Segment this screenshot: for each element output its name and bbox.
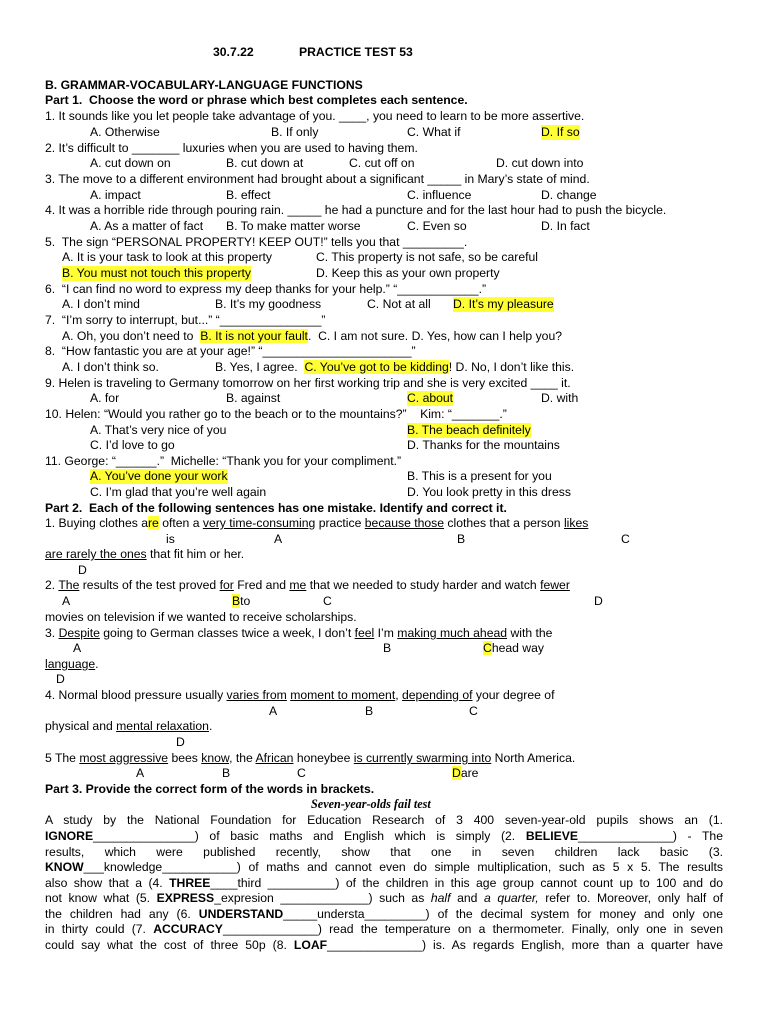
s5-text: 5 The xyxy=(45,751,80,765)
q8-option-c-highlighted: C. You’ve got to be kidding xyxy=(304,360,449,374)
q3-option-b: B. effect xyxy=(226,188,271,202)
s4-text: physical and xyxy=(45,719,117,733)
q5-option-b-highlighted: B. You must not touch this property xyxy=(62,266,252,280)
q8-line xyxy=(215,360,574,375)
s2-underline-a: The xyxy=(58,578,80,592)
q10-option-a: A. That’s very nice of you xyxy=(90,423,227,437)
s2-correction-note: to xyxy=(240,594,251,608)
passage-text: _______________) of basic maths and English which is simply (2. xyxy=(93,829,526,843)
s1-label-b: B xyxy=(457,532,466,546)
s3-label-d: D xyxy=(56,672,65,686)
q8-stem: 8. “How fantastic you are at your age!” “______________________” xyxy=(45,344,416,358)
s1-underline-a: very time-consuming xyxy=(202,516,316,530)
passage-text: not know what (5. xyxy=(45,891,157,905)
q9-option-d: D. with xyxy=(541,391,579,405)
p2-sentence-3 xyxy=(45,626,552,641)
s2-text: 2. xyxy=(45,578,59,592)
q10-option-b-highlighted: B. The beach definitely xyxy=(407,423,531,437)
p2-sentence-1-line2 xyxy=(45,547,244,562)
q7-option-b-highlighted: B. It is not your fault xyxy=(200,329,308,343)
s3-text: . xyxy=(95,657,99,671)
s3-underline-d: language xyxy=(45,657,96,671)
q11-stem: 11. George: “______.” Michelle: “Thank you for your compliment.” xyxy=(45,454,402,468)
passage-italic: a quarter, xyxy=(483,891,539,905)
passage-text: ___knowledge___________) of maths and cannot even do simple multiplication, such as 5 x 5. The results xyxy=(83,860,723,874)
s5-label-c: C xyxy=(297,766,306,780)
q1-option-b: B. If only xyxy=(271,125,319,139)
s1-label-d: D xyxy=(78,563,87,577)
s4-underline-d: mental relaxation xyxy=(116,719,209,733)
q9-option-a: A. for xyxy=(90,391,120,405)
s4-label-c: C xyxy=(469,704,478,718)
s3-text: with the xyxy=(507,626,553,640)
q7-option-a: A. Oh, you don’t need to xyxy=(62,329,194,343)
s1-text: practice xyxy=(315,516,365,530)
q9-option-b: B. against xyxy=(226,391,281,405)
s5-label-d-highlighted: D xyxy=(452,766,461,780)
s3-label-b: B xyxy=(383,641,392,655)
p2-sentence-2 xyxy=(45,578,570,593)
passage-italic: half xyxy=(430,891,451,905)
s4-text: , xyxy=(395,688,402,702)
q7-line xyxy=(62,329,562,344)
s5-underline-c: African xyxy=(255,751,294,765)
passage-text: ______________) - The xyxy=(577,829,723,843)
q4-option-c: C. Even so xyxy=(407,219,467,233)
s3-label-a: A xyxy=(73,641,82,655)
q8-option-a: A. I don’t think so. xyxy=(62,360,159,374)
s5-label-a: A xyxy=(136,766,145,780)
passage-text: the children had any (6. xyxy=(45,907,199,921)
word-understand: UNDERSTAND xyxy=(198,907,284,921)
s3-underline-b: feel xyxy=(354,626,375,640)
s3-underline-c: making much ahead xyxy=(397,626,508,640)
q3-stem: 3. The move to a different environment had brought about a significant _____ in Mary’s state of mind. xyxy=(45,172,590,186)
q5-option-a: A. It is your task to look at this property xyxy=(62,250,272,264)
s2-label-b-group xyxy=(232,594,250,609)
s3-text: I’m xyxy=(374,626,398,640)
q8-option-b: B. Yes, I agree. xyxy=(215,360,298,374)
q6-option-d-highlighted: D. It’s my pleasure xyxy=(453,297,554,311)
passage-text: ____third __________) of the children in this age group cannot count up to 100 and do xyxy=(210,876,723,890)
passage-text: and xyxy=(450,891,484,905)
q9-stem: 9. Helen is traveling to Germany tomorrow on her first working trip and she is very excited ____ it. xyxy=(45,376,571,390)
q4-option-b: B. To make matter worse xyxy=(226,219,361,233)
s3-underline-a: Despite xyxy=(58,626,100,640)
q10-option-c: C. I’d love to go xyxy=(90,438,175,452)
s1-label-c: C xyxy=(621,532,630,546)
p2-sentence-2-line2: movies on television if we wanted to receive scholarships. xyxy=(45,610,357,624)
test-title: PRACTICE TEST 53 xyxy=(299,45,413,59)
s4-underline-c: depending of xyxy=(402,688,473,702)
passage-text: _____understa_________) of the decimal system for money and only one xyxy=(283,907,724,921)
s4-label-a: A xyxy=(269,704,278,718)
s1-text: 1. Buying clothes a xyxy=(45,516,148,530)
s5-text: North America. xyxy=(491,751,576,765)
q2-option-a: A. cut down on xyxy=(90,156,171,170)
s2-label-d: D xyxy=(594,594,603,608)
passage-text: ______________) read the temperature on a thermometer. Finally, only one in seven xyxy=(222,922,723,936)
q2-option-c: C. cut off on xyxy=(349,156,415,170)
passage-line-7 xyxy=(45,907,723,922)
q11-option-a-highlighted: A. You’ve done your work xyxy=(90,469,228,483)
passage-text: also show that a (4. xyxy=(45,876,170,890)
q6-option-a: A. I don’t mind xyxy=(62,297,140,311)
q7-stem: 7. “I’m sorry to interrupt, but...” “_______________” xyxy=(45,313,326,327)
word-three: THREE xyxy=(169,876,211,890)
s1-label-a: A xyxy=(274,532,283,546)
passage-line-3: results, which were published recently, show that one in seven children lack basic (3. xyxy=(45,845,723,859)
word-loaf: LOAF xyxy=(293,938,328,952)
passage-text: in thirty could (7. xyxy=(45,922,154,936)
p2-sentence-4-line2 xyxy=(45,719,212,734)
s2-underline-d: fewer xyxy=(540,578,570,592)
s4-label-d: D xyxy=(176,735,185,749)
q6-option-b: B. It’s my goodness xyxy=(215,297,322,311)
q6-stem: 6. “I can find no word to express my deep thanks for your help.” “____________.” xyxy=(45,282,487,296)
q8-option-d: ! D. No, I don’t like this. xyxy=(448,360,575,374)
q11-option-c: C. I’m glad that you’re well again xyxy=(90,485,267,499)
s4-text: 4. Normal blood pressure usually xyxy=(45,688,227,702)
s3-label-c-highlighted: C xyxy=(483,641,492,655)
passage-text: _expresion _____________) such as xyxy=(214,891,431,905)
q6-option-c: C. Not at all xyxy=(367,297,431,311)
word-accuracy: ACCURACY xyxy=(153,922,223,936)
word-express: EXPRESS xyxy=(156,891,215,905)
q3-option-a: A. impact xyxy=(90,188,141,202)
passage-line-1: A study by the National Foundation for Education Research of 3 400 seven-year-old pupils shows an (1. xyxy=(45,813,723,827)
s5-underline-a: most aggressive xyxy=(79,751,169,765)
passage-line-8 xyxy=(45,922,723,937)
s5-label-d-group xyxy=(452,766,478,781)
q4-option-a: A. As a matter of fact xyxy=(90,219,204,233)
s2-underline-b: for xyxy=(219,578,234,592)
q1-stem: 1. It sounds like you let people take advantage of you. ____, you need to learn to be more assertive. xyxy=(45,109,585,123)
q5-option-c: C. This property is not safe, so be careful xyxy=(316,250,538,264)
s3-correction-note: head way xyxy=(491,641,544,655)
passage-title: Seven-year-olds fail test xyxy=(311,797,431,811)
s5-text: bees xyxy=(168,751,202,765)
p2-sentence-4 xyxy=(45,688,554,703)
passage-line-5 xyxy=(45,876,723,891)
s3-text: 3. xyxy=(45,626,59,640)
s4-text: your degree of xyxy=(472,688,555,702)
part2-heading: Part 2. Each of the following sentences has one mistake. Identify and correct it. xyxy=(45,501,507,515)
q11-option-d: D. You look pretty in this dress xyxy=(407,485,571,499)
passage-line-4 xyxy=(45,860,723,875)
q10-option-d: D. Thanks for the mountains xyxy=(407,438,560,452)
s2-text: results of the test proved xyxy=(79,578,220,592)
q2-option-b: B. cut down at xyxy=(226,156,304,170)
passage-line-2 xyxy=(45,829,723,844)
q5-option-d: D. Keep this as your own property xyxy=(316,266,500,280)
passage-text: could say what the cost of three 50p (8. xyxy=(45,938,294,952)
q4-option-d: D. In fact xyxy=(541,219,590,233)
s4-underline-b: moment to moment xyxy=(290,688,396,702)
s1-underline-d: are rarely the ones xyxy=(45,547,147,561)
passage-text: refer to. Moreover, only half of xyxy=(538,891,723,905)
s3-text: going to German classes twice a week, I don’t xyxy=(99,626,355,640)
s4-label-b: B xyxy=(365,704,374,718)
part1-heading: Part 1. Choose the word or phrase which best completes each sentence. xyxy=(45,93,468,107)
word-know: KNOW xyxy=(45,860,84,874)
q11-option-b: B. This is a present for you xyxy=(407,469,552,483)
s5-underline-d: is currently swarming into xyxy=(353,751,492,765)
q2-option-d: D. cut down into xyxy=(496,156,584,170)
q5-stem: 5. The sign “PERSONAL PROPERTY! KEEP OUT!” tells you that _________. xyxy=(45,235,468,249)
p2-sentence-1 xyxy=(45,516,588,531)
passage-line-6 xyxy=(45,891,723,906)
s4-text: . xyxy=(208,719,213,733)
q4-stem: 4. It was a horrible ride through pouring rain. _____ he had a puncture and for the last hour had to push the bicycle. xyxy=(45,203,667,217)
s1-correction-note: is xyxy=(166,532,175,546)
q10-stem: 10. Helen: “Would you rather go to the beach or to the mountains?” Kim: “_______.” xyxy=(45,407,507,421)
p2-sentence-5 xyxy=(45,751,575,766)
s2-text: Fred and xyxy=(233,578,290,592)
q3-option-d: D. change xyxy=(541,188,597,202)
q3-option-c: C. influence xyxy=(407,188,472,202)
q2-stem: 2. It’s difficult to _______ luxuries when you are used to having them. xyxy=(45,141,418,155)
s5-underline-b: know xyxy=(201,751,230,765)
section-title: B. GRAMMAR-VOCABULARY-LANGUAGE FUNCTIONS xyxy=(45,78,363,92)
s1-underline-b: because those xyxy=(364,516,445,530)
q1-option-a: A. Otherwise xyxy=(90,125,160,139)
test-date: 30.7.22 xyxy=(213,45,254,59)
s5-text: honeybee xyxy=(293,751,354,765)
q9-option-c-highlighted: C. about xyxy=(407,391,454,405)
s4-underline-a: varies from xyxy=(226,688,287,702)
s2-underline-c: me xyxy=(289,578,307,592)
word-ignore: IGNORE xyxy=(45,829,94,843)
s5-text: , the xyxy=(229,751,256,765)
s1-text: that fit him or her. xyxy=(146,547,245,561)
word-believe: BELIEVE xyxy=(525,829,578,843)
s1-text: often a xyxy=(158,516,203,530)
s1-text: clothes that a person xyxy=(444,516,564,530)
q1-option-c: C. What if xyxy=(407,125,461,139)
passage-text: ______________) is. As regards English, more than a quarter have xyxy=(327,938,723,952)
s1-underline-c: likes xyxy=(563,516,589,530)
s2-text: that we needed to study harder and watch xyxy=(306,578,541,592)
s2-label-b-highlighted: B xyxy=(232,594,241,608)
s2-label-c: C xyxy=(323,594,332,608)
passage-line-9 xyxy=(45,938,723,953)
s5-label-b: B xyxy=(222,766,231,780)
part3-heading: Part 3. Provide the correct form of the words in brackets. xyxy=(45,782,375,796)
s5-correction-note: are xyxy=(460,766,479,780)
s2-label-a: A xyxy=(62,594,71,608)
s1-error-highlight: re xyxy=(147,516,159,530)
q1-option-d-highlighted: D. If so xyxy=(541,125,580,139)
s3-label-c-group xyxy=(483,641,544,656)
q7-option-cd: . C. I am not sure. D. Yes, how can I help you? xyxy=(307,329,562,343)
p2-sentence-3-line2 xyxy=(45,657,99,672)
